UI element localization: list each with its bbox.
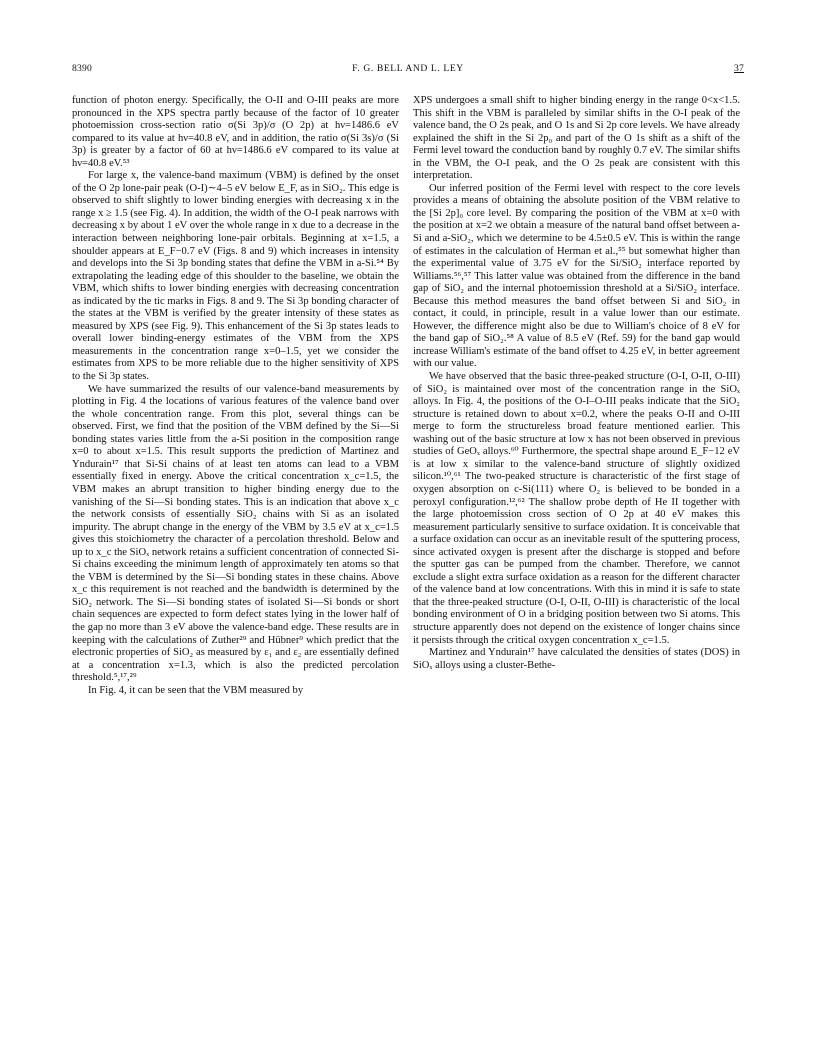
paragraph: Martinez and Yndurain¹⁷ have calculated the densities of states (DOS) in SiOₓ alloys using a cluster-Bethe- [413, 647, 740, 671]
paragraph: function of photon energy. Specifically, the O-II and O-III peaks are more pronounced in the XPS spectra partly because of the factor of 10 greater photoemission cross-section ratio σ(Si 3p)/σ (O 2p) at hν=1486.6 eV compared to its value at hν=40.8 eV, and in addition, the ratio σ(Si 3s)/σ (Si 3p) is greater by a factor of 60 at hν=1486.6 eV compared to its value at hν=40.8 eV.⁵³ [72, 95, 399, 169]
left-column [72, 95, 399, 1040]
paragraph: We have summarized the results of our valence-band measurements by plotting in Fig. 4 the locations of various features of the valence band over the whole concentration range. From this plot, several things can be observed. First, we find that the position of the VBM defined by the Si—Si bonding states varies little from the a-Si position in the composition range x=0 to about x=1.5. This result supports the prediction of Martinez and Yndurain¹⁷ that Si-Si chains of at least ten atoms can lead to a VBM essentially fixed in energy. Above the critical concentration x_c=1.5, the VBM makes an abrupt transition to higher binding energy due to the vanishing of the Si—Si bonding states. This is an indication that above x_c the network consists of essentially SiO₂ chains with Si as an isolated impurity. The abrupt change in the energy of the VBM by 3.5 eV at x_c=1.5 gives this stoichiometry the character of a percolation threshold. Below and up to x_c the SiOₓ network retains a sufficient concentration of connected Si-Si chains exceeding the minimum length of approximately ten atoms so that the VBM is determined by the Si—Si bonding states in these chains. Above x_c this requirement is not reached and the bandwidth is determined by the SiO₂ network. The Si—Si bonding states of isolated Si—Si bonds or short chain sequences are expected to form defect states lying in the lower half of the gap no more than 3 eV above the valence-band edge. These results are in keeping with the calculations of Zuther²⁹ and Hübner⁹ which predict that the electronic properties of SiO₂ as measured by ε₁ and ε₂ are essentially defined at a concentration x=1.3, which is also the predicted percolation threshold.⁵,¹⁷,²⁹ [72, 383, 399, 684]
page-number: 8390 [72, 63, 92, 74]
page-header [72, 63, 744, 79]
paragraph: For large x, the valence-band maximum (VBM) is defined by the onset of the O 2p lone-pair peak (O-I)∼4–5 eV below E_F, as in SiO₂. This edge is observed to shift slightly to lower binding energies with decreasing x in the range x ≥ 1.5 (see Fig. 4). In addition, the width of the O-I peak narrows with decreasing x by about 1 eV over the whole range in x due to a decrease in the interaction between neighboring lone-pair orbitals. Beginning at x=1.5, a shoulder appears at E_F−0.7 eV (Figs. 8 and 9) which increases in intensity and develops into the Si 3p bonding states that define the VBM in a-Si.⁵⁴ By extrapolating the leading edge of this shoulder to the baseline, we obtain the VBM, which shifts to lower binding energies with decreasing concentration as indicated by the tic marks in Figs. 8 and 9. The Si 3p bonding character of the states at the VBM is verified by the greater intensity of these states as measured by XPS (see Fig. 9). This enhancement of the Si 3p states leads to overall lower binding-energy estimates of the VBM from the XPS measurements in the concentration range x=0–1.5, yet we consider the estimates from XPS to be more reliable due to the higher sensitivity of XPS to the Si 3p states. [72, 170, 399, 383]
paragraph: XPS undergoes a small shift to higher binding energy in the range 0<x<1.5. This shift in the VBM is paralleled by similar shifts in the O-I peak of the valence band, the O 2s peak, and O 1s and Si 2p core levels. We have already explained the shift in the Si 2p₀ and part of the O 1s shift as a shift of the Fermi level toward the conduction band by roughly 0.7 eV. The similar shifts in the VBM, the O-I peak, and the O 2s peak are consistent with this interpretation. [413, 95, 740, 182]
volume-number: 37 [734, 63, 744, 74]
right-column [413, 95, 740, 1040]
running-title-authors: F. G. BELL AND L. LEY [352, 63, 464, 74]
paragraph: Our inferred position of the Fermi level with respect to the core levels provides a means of obtaining the absolute position of the VBM relative to the [Si 2p]₀ core level. By comparing the position of the VBM at x=0 with the position at x=2 we obtain a measure of the natural band offset between a-Si and a-SiO₂, which we determine to be 4.5±0.5 eV. This is within the range of estimates in the calculation of Herman et al.,⁵⁵ but somewhat higher than the experimental value of 3.75 eV for the Si/SiO₂ interface reported by Williams.⁵⁶,⁵⁷ This latter value was obtained from the difference in the band gap of SiO₂ and the internal photoemission threshold at a Si/SiO₂ interface. Because this method measures the band offset between Si and SiO₂ in contact, it could, in principle, result in a value lower than our estimate. However, the difference might also be due to William's choice of 8 eV for the band gap of SiO₂.⁵⁸ A value of 8.5 eV (Ref. 59) for the band gap would increase William's estimate of the band offset to 4.25 eV, in better agreement with our value. [413, 182, 740, 370]
paragraph: We have observed that the basic three-peaked structure (O-I, O-II, O-III) of SiO₂ is maintained over most of the concentration range in the SiOₓ alloys. In Fig. 4, the positions of the O-I–O-III peaks indicate that the SiO₂ structure is retained down to about x=0.2, where the peaks O-II and O-III merge to form the structureless broad feature mentioned earlier. This washing out of the basic structure at low x has not been observed in previous studies of GeOₓ alloys.⁶⁰ Furthermore, the spectral shape around E_F−12 eV is at low x similar to the valence-band structure of slightly oxidized silicon.¹⁰,⁶¹ The two-peaked structure is characteristic of the first stage of oxygen absorption on c-Si(111) where O₂ is believed to be bonded in a peroxyl configuration.¹²,⁶² The shallow probe depth of He II together with the large photoemission cross section of O 2p at 40 eV makes this measurement particularly sensitive to surface oxidation. It is conceivable that a surface oxidation can occur as an inevitable result of the sputtering process, since activated oxygen is present after the discharge is stopped and before the sputter gas can be pumped from the chamber. Therefore, we cannot exclude a slight extra surface oxidation as a reason for the different character of the valence band at low concentrations. With this in mind it is safe to state that the three-peaked structure (O-I, O-II, O-III) is characteristic of the local bonding environment of O in a bridging position between two Si atoms. This structure apparently does not depend on the existence of longer chains since it persists through the critical oxygen concentration x_c=1.5. [413, 371, 740, 646]
paragraph: In Fig. 4, it can be seen that the VBM measured by [88, 684, 304, 696]
